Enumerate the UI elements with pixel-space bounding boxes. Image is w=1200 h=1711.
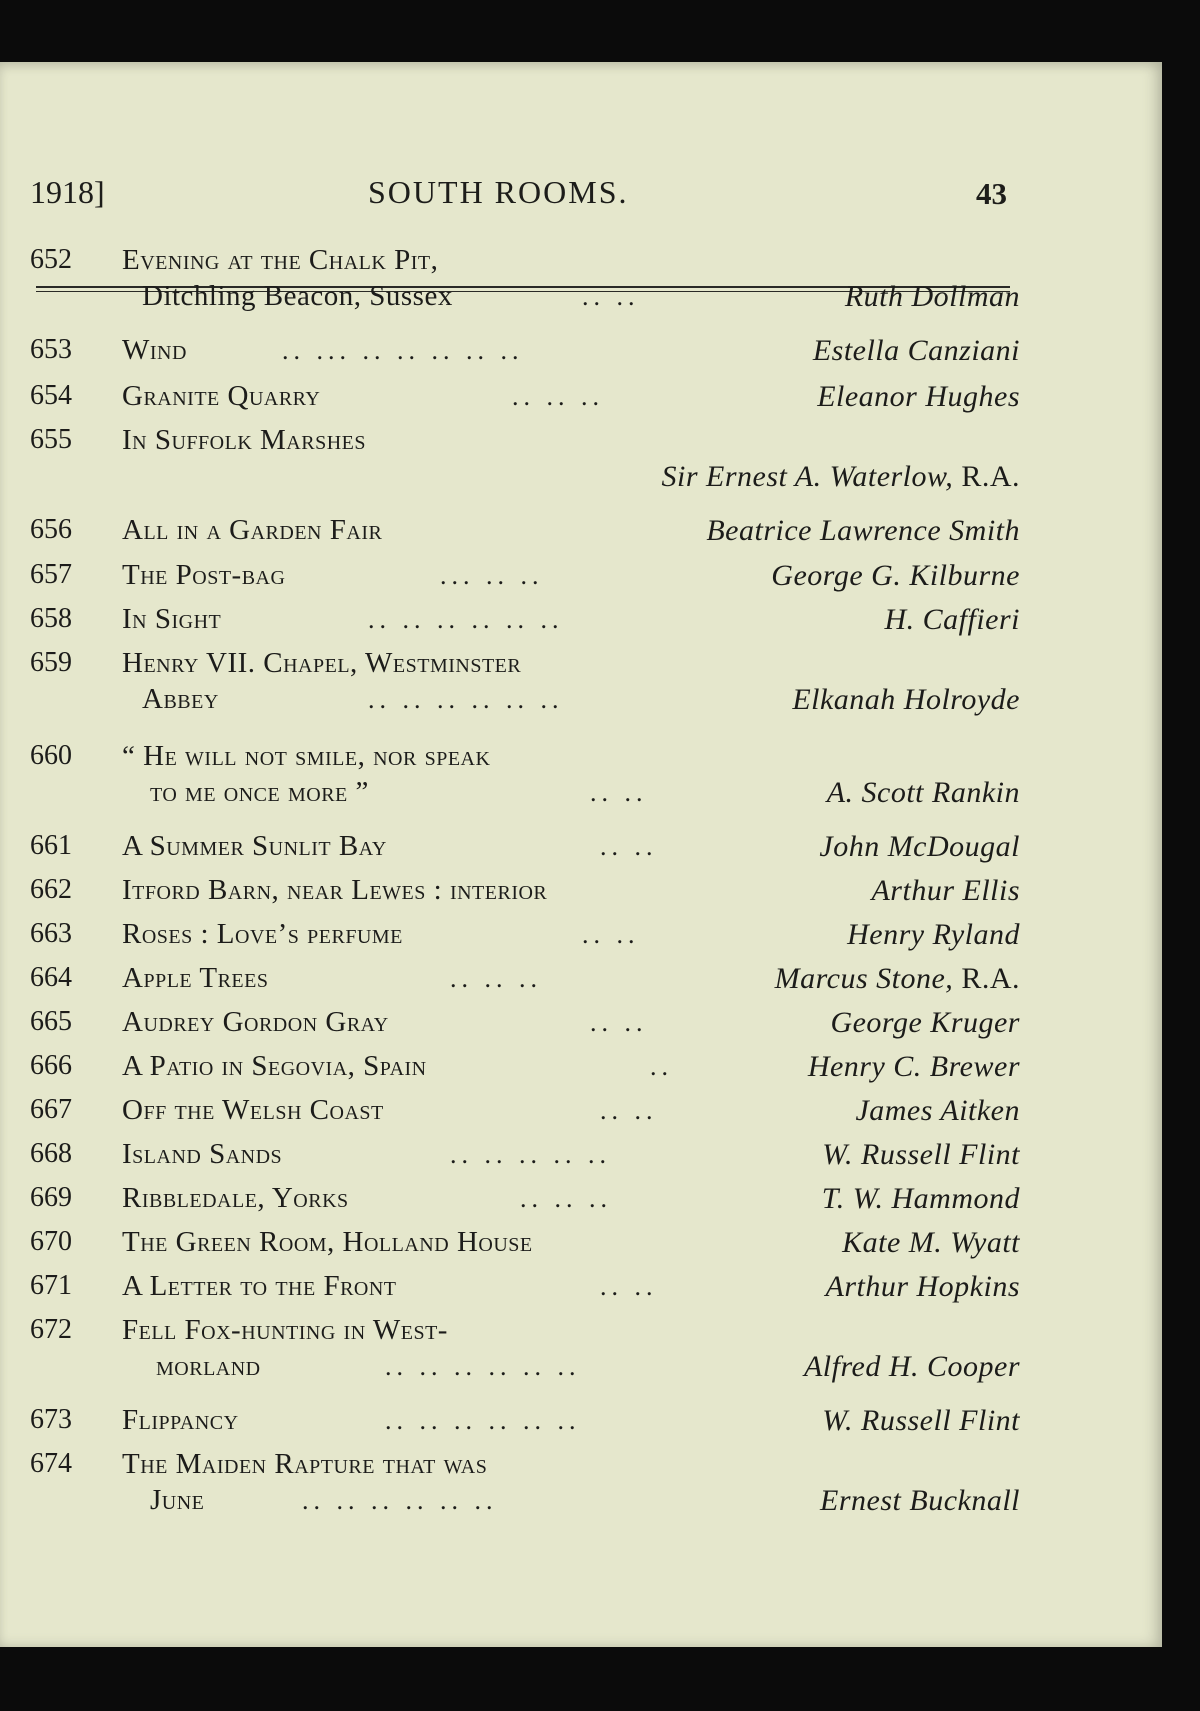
dot-leader: .. .. — [600, 1096, 658, 1125]
entry-title: Fell Fox-hunting in West- — [122, 1314, 448, 1346]
page-number: 43 — [976, 176, 1007, 211]
entry-number: 672 — [30, 1314, 72, 1345]
entry-number: 674 — [30, 1448, 72, 1479]
entry-artist: Arthur Hopkins — [825, 1270, 1020, 1303]
entry-title: Apple Trees — [122, 962, 269, 994]
entry-number: 671 — [30, 1270, 72, 1301]
entry-title: A Letter to the Front — [122, 1270, 397, 1302]
entry-title: A Summer Sunlit Bay — [122, 830, 387, 862]
entry-number: 668 — [30, 1138, 72, 1169]
entry-title: Ribbledale, Yorks — [122, 1182, 349, 1214]
entry-artist: W. Russell Flint — [822, 1404, 1020, 1437]
dot-leader: .. .. — [582, 920, 640, 949]
catalogue-entry — [30, 962, 1020, 998]
entry-title: Roses : Love’s perfume — [122, 918, 403, 950]
header-title: SOUTH ROOMS. — [368, 174, 629, 210]
entry-artist: Arthur Ellis — [871, 874, 1020, 907]
entry-number: 664 — [30, 962, 72, 993]
artist-name: Sir Ernest A. Waterlow, — [661, 460, 954, 493]
dot-leader: .. .. .. .. .. .. — [385, 1352, 581, 1381]
entry-title: Audrey Gordon Gray — [122, 1006, 389, 1038]
entry-artist — [775, 962, 1020, 996]
entry-title: Island Sands — [122, 1138, 283, 1170]
entry-title-continued: Ditchling Beacon, Sussex — [142, 280, 453, 312]
entry-title-continued: to me once more ” — [150, 776, 369, 808]
entry-title: All in a Garden Fair — [122, 514, 383, 546]
entry-number: 667 — [30, 1094, 72, 1125]
catalogue-entry — [30, 874, 1020, 910]
dot-leader: .. .. — [600, 832, 658, 861]
entry-artist: James Aitken — [855, 1094, 1020, 1127]
catalogue-entries — [0, 62, 1162, 1647]
entry-number: 654 — [30, 380, 72, 411]
artist-suffix: R.A. — [961, 460, 1020, 493]
entry-artist: Eleanor Hughes — [817, 380, 1020, 413]
entry-title: Henry VII. Chapel, Westminster — [122, 647, 522, 679]
entry-title: Granite Quarry — [122, 380, 321, 412]
catalogue-entry — [30, 1226, 1020, 1262]
entry-artist: Kate M. Wyatt — [842, 1226, 1020, 1259]
catalogue-page — [0, 62, 1162, 1647]
catalogue-entry — [30, 1094, 1020, 1130]
catalogue-entry — [30, 918, 1020, 954]
dot-leader: .. — [650, 1052, 673, 1081]
dot-leader: .. .. — [590, 1008, 648, 1037]
entry-number: 659 — [30, 647, 72, 678]
entry-title: The Post-bag — [122, 559, 286, 591]
entry-number: 663 — [30, 918, 72, 949]
catalogue-entry — [30, 1448, 1020, 1520]
header-year: 1918] — [30, 174, 105, 210]
dot-leader: .. .. — [582, 282, 640, 311]
dot-leader: .. .. .. — [520, 1184, 612, 1213]
artist-suffix: R.A. — [961, 962, 1020, 995]
entry-artist — [662, 460, 1021, 494]
entry-title: Evening at the Chalk Pit, — [122, 244, 439, 276]
dot-leader: .. .. — [590, 778, 648, 807]
entry-artist: Henry C. Brewer — [807, 1050, 1020, 1083]
dot-leader: .. .. .. .. .. .. — [302, 1486, 498, 1515]
entry-artist: Elkanah Holroyde — [792, 683, 1020, 716]
entry-number: 665 — [30, 1006, 72, 1037]
entry-title: Flippancy — [122, 1404, 239, 1436]
entry-artist: George Kruger — [830, 1006, 1020, 1039]
entry-artist: H. Caffieri — [884, 603, 1020, 636]
entry-artist: T. W. Hammond — [821, 1182, 1020, 1215]
entry-number: 655 — [30, 424, 72, 455]
entry-title-continued: Abbey — [142, 683, 219, 715]
catalogue-entry — [30, 1050, 1020, 1086]
entry-number: 658 — [30, 603, 72, 634]
entry-title: In Suffolk Marshes — [122, 424, 366, 456]
entry-number: 666 — [30, 1050, 72, 1081]
entry-artist: Ruth Dollman — [844, 280, 1020, 313]
dot-leader: .. .. .. — [512, 382, 604, 411]
entry-number: 662 — [30, 874, 72, 905]
entry-number: 657 — [30, 559, 72, 590]
entry-artist: A. Scott Rankin — [826, 776, 1020, 809]
entry-title: The Maiden Rapture that was — [122, 1448, 488, 1480]
catalogue-entry — [30, 334, 1020, 370]
entry-artist: George G. Kilburne — [771, 559, 1020, 592]
dot-leader: .. .. .. .. .. .. — [368, 605, 564, 634]
catalogue-entry — [30, 740, 1020, 812]
entry-title-continued: June — [150, 1484, 205, 1516]
dot-leader: .. .. — [600, 1272, 658, 1301]
entry-number: 673 — [30, 1404, 72, 1435]
catalogue-entry — [30, 647, 1020, 719]
catalogue-entry — [30, 514, 1020, 550]
entry-artist: Alfred H. Cooper — [803, 1350, 1020, 1383]
catalogue-entry — [30, 559, 1020, 595]
entry-number: 661 — [30, 830, 72, 861]
entry-title: A Patio in Segovia, Spain — [122, 1050, 427, 1082]
catalogue-entry — [30, 1138, 1020, 1174]
entry-number: 669 — [30, 1182, 72, 1213]
catalogue-entry — [30, 244, 1020, 316]
dot-leader: .. .. .. .. .. .. — [385, 1406, 581, 1435]
dot-leader: .. .. .. .. .. — [450, 1140, 611, 1169]
entry-title: Itford Barn, near Lewes : interior — [122, 874, 548, 906]
catalogue-entry — [30, 424, 1020, 496]
entry-title: “ He will not smile, nor speak — [122, 740, 491, 772]
entry-artist: Beatrice Lawrence Smith — [706, 514, 1020, 547]
entry-number: 660 — [30, 740, 72, 771]
catalogue-entry — [30, 1270, 1020, 1306]
entry-artist: John McDougal — [819, 830, 1020, 863]
catalogue-entry — [30, 1006, 1020, 1042]
dot-leader: .. ... .. .. .. .. .. — [282, 336, 524, 365]
entry-artist: Ernest Bucknall — [820, 1484, 1020, 1517]
entry-number: 652 — [30, 244, 72, 275]
entry-title: Off the Welsh Coast — [122, 1094, 384, 1126]
dot-leader: .. .. .. .. .. .. — [368, 685, 564, 714]
entry-title: In Sight — [122, 603, 222, 635]
entry-artist: Henry Ryland — [847, 918, 1020, 951]
catalogue-entry — [30, 1182, 1020, 1218]
entry-number: 656 — [30, 514, 72, 545]
entry-title-continued: morland — [156, 1350, 261, 1382]
dot-leader: ... .. .. — [440, 561, 544, 590]
entry-artist: Estella Canziani — [812, 334, 1020, 367]
entry-title: Wind — [122, 334, 187, 366]
catalogue-entry — [30, 380, 1020, 416]
entry-number: 670 — [30, 1226, 72, 1257]
catalogue-entry — [30, 1404, 1020, 1440]
dot-leader: .. .. .. — [450, 964, 542, 993]
artist-name: Marcus Stone, — [774, 962, 954, 995]
catalogue-entry — [30, 603, 1020, 639]
entry-artist: W. Russell Flint — [822, 1138, 1020, 1171]
catalogue-entry — [30, 1314, 1020, 1386]
catalogue-entry — [30, 830, 1020, 866]
entry-number: 653 — [30, 334, 72, 365]
entry-title: The Green Room, Holland House — [122, 1226, 533, 1258]
